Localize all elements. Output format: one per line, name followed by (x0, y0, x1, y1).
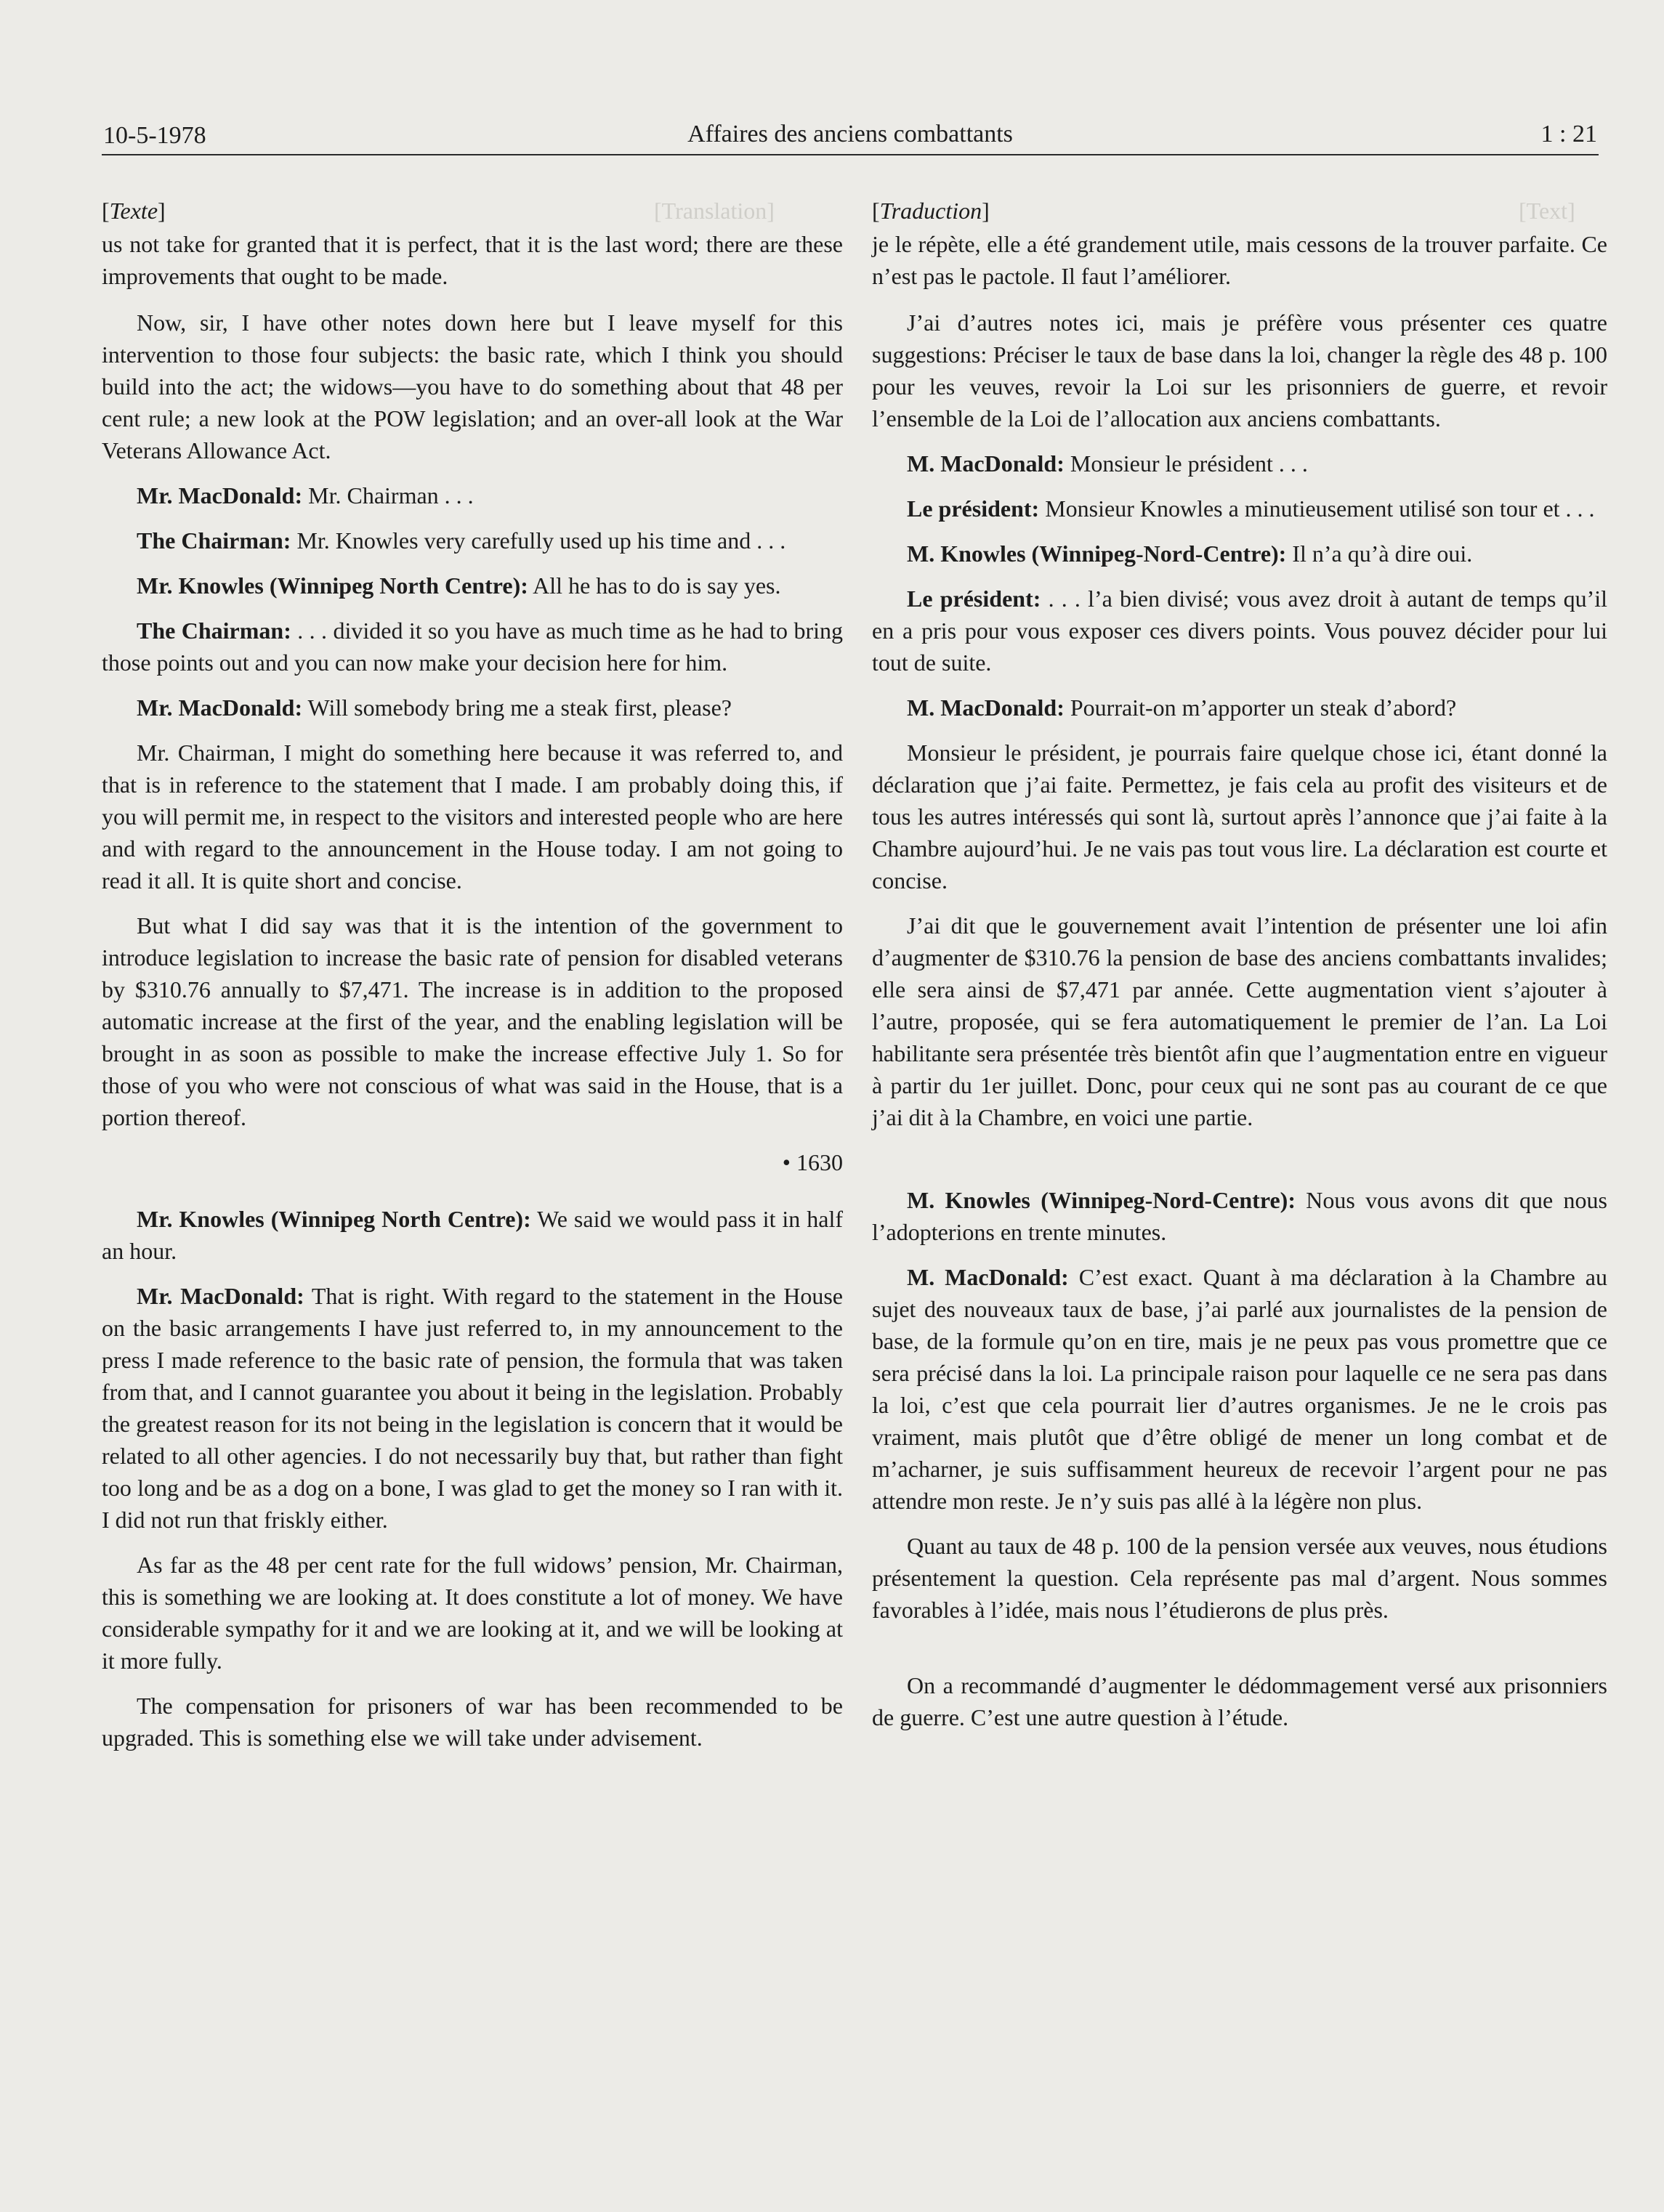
french-column (872, 195, 1607, 1746)
bleed-through-label-left: [Translation] (654, 198, 775, 224)
paragraph: je le répète, elle a été grandement utile, mais cessons de la trouver parfaite. Ce n’est pas le pactole. Il faut l’améliorer. (872, 231, 1607, 289)
speech-paragraph: The Chairman: Mr. Knowles very carefully used up his time and . . . (137, 527, 786, 554)
speech-paragraph: Mr. MacDonald: That is right. With regard to the statement in the House on the basic arrangements I have just referred to, in my announcement to the press I made reference to the basic rate of pension, the formula that was taken from that, and I cannot guarantee you about it being in the legislation. Probably the greatest reason for its not being in the legislation is concern that it would be related to all other agencies. I do not necessarily buy that, but rather than fight too long and be as a dog on a bone, I was glad to get the money so I ran with it. I did not run that friskly either. (102, 1283, 844, 1533)
speaker: M. MacDonald: (907, 1264, 1069, 1290)
speech-paragraph: Le président: . . . l’a bien divisé; vous avez droit à autant de temps qu’il en a pris pour vous exposer ces divers points. Vous pouvez décider pour lui tout de suite. (872, 586, 1608, 676)
paragraph: us not take for granted that it is perfect, that it is the last word; there are these improvements that ought to be made. (102, 231, 843, 289)
speech-paragraph: Mr. Knowles (Winnipeg North Centre): We said we would pass it in half an hour. (102, 1206, 844, 1264)
paragraph: Monsieur le président, je pourrais faire quelque chose ici, étant donné la déclaration que j’ai faite. Permettez, je fais cela au profit des visiteurs et de tous les autres intéressés qui sont là, surtout après l’annonce que j’ai faite à la Chambre aujourd’hui. Je ne vais pas tout vous lire. La déclaration est courte et concise. (872, 740, 1607, 894)
speech-paragraph: M. MacDonald: Monsieur le président . . . (907, 450, 1308, 477)
speech-paragraph: M. MacDonald: C’est exact. Quant à ma déclaration à la Chambre au sujet des nouveaux taux de base, j’ai parlé aux journalistes de la pension de base, de la formule qu’on en tire, mais je ne peux pas vous promettre que ce sera précisé dans la loi. La principale raison pour laquelle ce ne sera pas dans la loi, c’est que cela pourrait lier d’autres organismes. Je ne le crois pas vraiment, mais plutôt que d’être obligé de mener un long combat et de m’acharner, je suis suffisamment heureux de recevoir l’argent pour ne pas attendre mon reste. Je n’y suis pas allé à la légère non plus. (872, 1264, 1607, 1514)
speaker: M. MacDonald: (907, 694, 1065, 721)
speaker: M. Knowles (Winnipeg-Nord-Centre): (907, 1187, 1296, 1213)
speaker: Le président: (907, 586, 1041, 612)
speech-paragraph: The Chairman: . . . divided it so you have as much time as he had to bring those points out and you can now make your decision here for him. (102, 617, 844, 676)
english-column (102, 195, 843, 1767)
speaker: Mr. MacDonald: (137, 694, 303, 721)
speaker: The Chairman: (137, 617, 291, 644)
page-header (102, 118, 1599, 155)
paragraph: On a recommandé d’augmenter le dédommagement versé aux prisonniers de guerre. C’est une autre question à l’étude. (872, 1672, 1607, 1730)
speech-paragraph: M. Knowles (Winnipeg-Nord-Centre): Nous vous avons dit que nous l’adopterions en trente minutes. (872, 1187, 1607, 1245)
speaker: Mr. MacDonald: (137, 482, 303, 509)
speaker: Mr. Knowles (Winnipeg North Centre): (137, 1206, 531, 1232)
speech-paragraph: Mr. MacDonald: Will somebody bring me a steak first, please? (137, 694, 732, 721)
header-page-number: 1 : 21 (1540, 121, 1597, 147)
speaker: M. MacDonald: (907, 450, 1065, 477)
speech-paragraph: M. MacDonald: Pourrait-on m’apporter un steak d’abord? (907, 694, 1457, 721)
paragraph: Mr. Chairman, I might do something here because it was referred to, and that is in reference to the statement that I made. I am probably doing this, if you will permit me, in respect to the visitors and interested people who are here and with regard to the announcement in the House today. I am not going to read it all. It is quite short and concise. (102, 740, 843, 894)
speech-paragraph: Mr. MacDonald: Mr. Chairman . . . (137, 482, 474, 509)
speech-paragraph: Le président: Monsieur Knowles a minutieusement utilisé son tour et . . . (907, 495, 1595, 522)
paragraph: J’ai d’autres notes ici, mais je préfère vous présenter ces quatre suggestions: Préciser le taux de base dans la loi, changer la règle des 48 p. 100 pour les veuves, revoir la Loi sur les prisonniers de guerre, et revoir l’ensemble de la Loi de l’allocation aux anciens combattants. (872, 309, 1607, 432)
speaker: Mr. MacDonald: (137, 1283, 304, 1309)
paragraph: J’ai dit que le gouvernement avait l’intention de présenter une loi afin d’augmenter de $310.76 la pension de base des anciens combattants invalides; elle sera ainsi de $7,471 par année. Cette augmentation vient s’ajouter à l’autre, proposée, qui se fera automatiquement le premier de l’an. La Loi habilitante sera présentée très bientôt afin que l’augmentation entre en vigueur à partir du 1er juillet. Donc, pour ceux qui ne sont pas au courant de ce que j’ai dit à la Chambre, en voici une partie. (872, 912, 1607, 1130)
speaker: The Chairman: (137, 527, 291, 554)
paragraph: The compensation for prisoners of war has been recommended to be upgraded. This is something else we will take under advisement. (102, 1693, 843, 1751)
column-label: [Texte] (102, 198, 166, 224)
speaker: Mr. Knowles (Winnipeg North Centre): (137, 572, 528, 599)
speaker: M. Knowles (Winnipeg-Nord-Centre): (907, 540, 1287, 567)
speech-paragraph: Mr. Knowles (Winnipeg North Centre): All he has to do is say yes. (137, 572, 781, 599)
time-marker: • 1630 (782, 1149, 843, 1175)
header-date: 10-5-1978 (103, 122, 206, 149)
paragraph: As far as the 48 per cent rate for the full widows’ pension, Mr. Chairman, this is something we are looking at. It does constitute a lot of money. We have considerable sympathy for it and we are looking at it, and we will be looking at it more fully. (102, 1552, 843, 1674)
speech-paragraph: M. Knowles (Winnipeg-Nord-Centre): Il n’a qu’à dire oui. (907, 540, 1473, 567)
column-label: [Traduction] (872, 198, 990, 224)
header-title: Affaires des anciens combattants (687, 121, 1013, 147)
speaker: Le président: (907, 495, 1040, 522)
paragraph: Quant au taux de 48 p. 100 de la pension versée aux veuves, nous étudions présentement la question. Cela représente pas mal d’argent. Nous sommes favorables à l’idée, mais nous l’étudierons de plus près. (872, 1533, 1607, 1623)
paragraph: Now, sir, I have other notes down here but I leave myself for this intervention to those four subjects: the basic rate, which I think you should build into the act; the widows—you have to do something about that 48 per cent rule; a new look at the POW legislation; and an over-all look at the War Veterans Allowance Act. (102, 309, 843, 463)
paragraph: But what I did say was that it is the intention of the government to introduce legislation to increase the basic rate of pension for disabled veterans by $310.76 annually to $7,471. The increase is in addition to the proposed automatic increase at the first of the year, and the enabling legislation will be brought in as soon as possible to make the increase effective July 1. So for those of you who were not conscious of what was said in the House, that is a portion thereof. (102, 912, 843, 1130)
bleed-through-label-right: [Text] (1519, 198, 1575, 224)
